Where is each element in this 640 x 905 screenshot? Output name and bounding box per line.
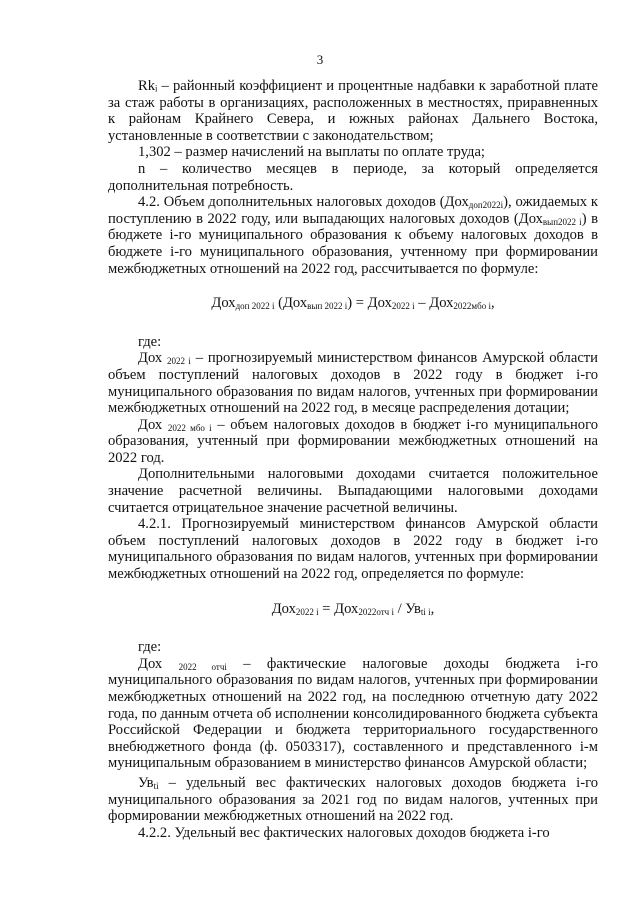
paragraph-4-2-2: 4.2.2. Удельный вес фактических налоговых доходов бюджета i-го xyxy=(138,824,550,841)
where-label-2: где: xyxy=(138,639,162,656)
formula-forecast-income: $Дох_{2022 i} = Дох_{2022отч i} / Ув_{ti i}$, xyxy=(271,600,435,617)
page-number: 3 xyxy=(316,52,324,67)
paragraph-1302-definition: 1,302 – размер начислений на выплаты по оплате труда; xyxy=(138,144,485,161)
definition-dox-2022-otch: Дох $_{2022 отчi}$ – фактические налоговые доходы бюджета i-го муниципального образования по видам налогов, учтенных при формировании межбюджетных отношений на 2022 год, на последнюю отчетную дату 2022 года, по данным отчета об исполнении консолидированного бюджета субъекта Российской Федерации и бюджета территориального государственного внебюджетного фонда (ф. 0503317), составленного и представленного i-м муниципальным образованием в министерство финансов Амурской области; xyxy=(108,655,599,772)
document-body xyxy=(108,78,598,841)
formula-additional-income: Дох$_{доп 2022 i}$ (Дох$_{вып 2022 i}$) = Дох$_{2022 i}$ – Дох$_{2022мбо i}$, xyxy=(211,295,495,312)
paragraph-additional-income-sign: Дополнительными налоговыми доходами считается положительное значение расчетной величины. Выпадающими налоговыми доходами считается отрицательное значение расчетной величины. xyxy=(108,466,598,516)
definition-dox-2022: Дох $_{2022 i}$ – прогнозируемый министерством финансов Амурской области объем поступлений налоговых доходов в 2022 году в бюджет i-го муниципального образования по видам налогов, учтенных при формировании межбюджетных отношений на 2022 год, в месяце распределения дотации; xyxy=(108,350,598,417)
definition-dox-2022-mbo: Дох $_{2022 мбо i}$ – объем налоговых доходов в бюджет i-го муниципального образования, учтенный при формировании межбюджетных отношений на 2022 год. xyxy=(108,416,599,466)
paragraph-4-2: 4.2. Объем дополнительных налоговых доходов (Дох$_{доп2022i}$), ожидаемых к поступлению в 2022 году, или выпадающих налоговых доходов (Дох$_{вып2022 i}$) в бюджете i-го муниципального образования к объему налоговых доходов в бюджете i-го муниципального образования, учтенному при формировании межбюджетных отношений на 2022 год, рассчитывается по формуле: xyxy=(108,194,598,277)
where-label-1: где: xyxy=(138,333,162,350)
paragraph-rk-definition: Rkᵢ – районный коэффициент и процентные надбавки к заработной плате за стаж работы в организациях, расположенных в местностях, приравненных к районам Крайнего Севера, и южных районах Дальнего Востока, установленные в соответствии с законодательством; xyxy=(108,78,598,144)
paragraph-n-definition: n – количество месяцев в периоде, за который определяется дополнительная потребность. xyxy=(108,160,598,194)
paragraph-4-2-1: 4.2.1. Прогнозируемый министерством финансов Амурской области объем поступлений налоговых доходов в 2022 году в бюджет i-го муниципального образования по видам налогов, учтенных при формировании межбюджетных отношений на 2022 год, определяется по формуле: xyxy=(108,516,598,583)
definition-uv: $Ув_{ti}$ – удельный вес фактических налоговых доходов бюджета i-го муниципального образования за 2021 год по видам налогов, учтенных при формировании межбюджетных отношений на 2022 год. xyxy=(108,774,598,825)
